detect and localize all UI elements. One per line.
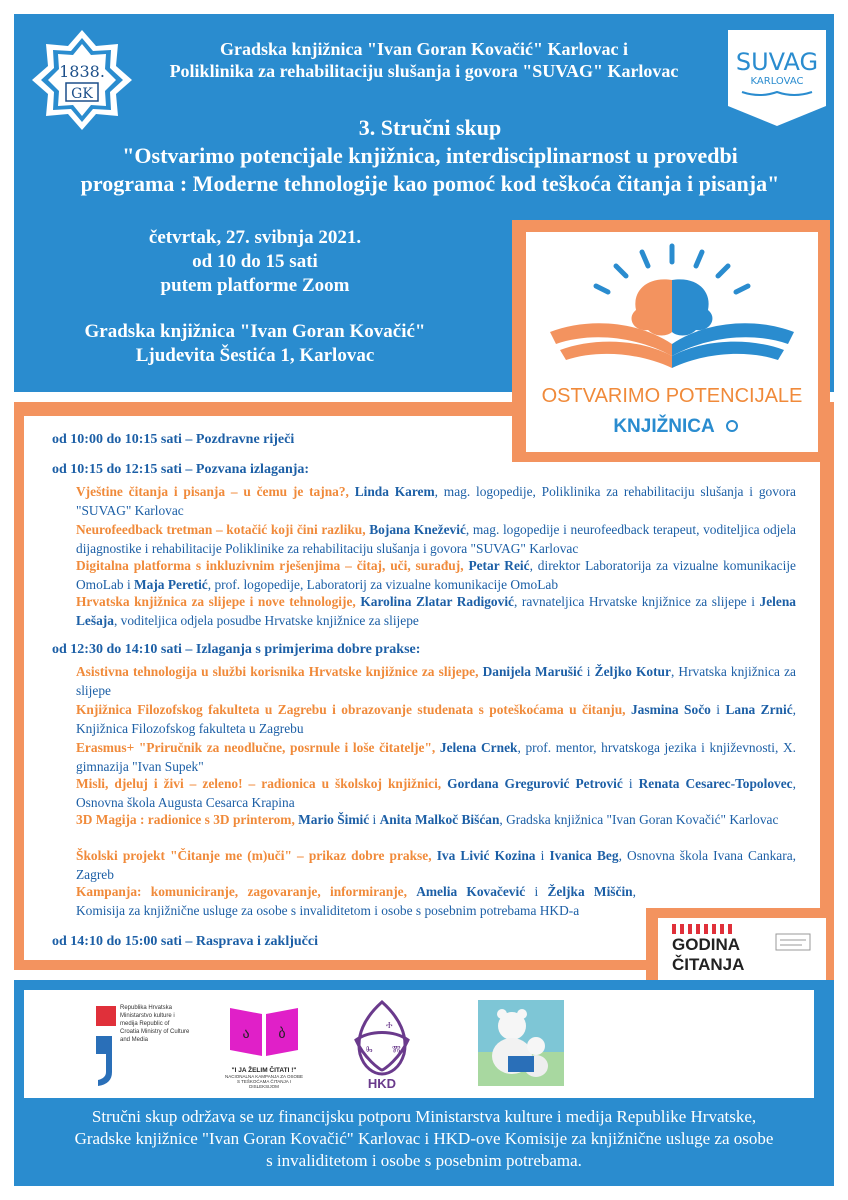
funding-note-line-3: s invaliditetom i osobe s posebnim potrebama. (266, 1151, 582, 1170)
talk-item: Asistivna tehnologija u službi korisnika Hrvatske knjižnice za slijepe, Danijela Marušić i Željko Kotur, Hrvatska knjižnica za slijepe (76, 664, 796, 698)
campaign-small-subtitle: NACIONALNA KAMPANJA ZA OSOBE S TEŠKOĆAMA ČITANJA I DISLEKSIJOM (225, 1074, 303, 1089)
event-platform: putem platforme Zoom (160, 275, 350, 296)
campaign-subtitle: KNJIŽNICA (613, 416, 715, 437)
campaign-title: OSTVARIMO POTENCIJALE (541, 385, 803, 407)
reading-bears-image (478, 1000, 564, 1086)
gk-year: 1838. (59, 62, 105, 81)
section-invited-talks: od 10:15 do 12:15 sati – Pozvana izlaganja: (52, 462, 310, 477)
i-ja-zelim-citati-logo (222, 998, 306, 1090)
suvag-city: KARLOVAC (750, 76, 804, 87)
talk-item: 3D Magija : radionice s 3D printerom, Mario Šimić i Anita Malkoč Bišćan, Gradska knjižnica "Ivan Goran Kovačić" Karlovac (76, 812, 779, 827)
hkd-label: HKD (367, 1076, 397, 1091)
section-good-practice: od 12:30 do 14:10 sati – Izlaganja s primjerima dobre prakse: (52, 642, 421, 657)
talk-item: Digitalna platforma s inkluzivnim rješenjima – čitaj, uči, surađuj, Petar Reić, direktor Laboratorija za vizualne komunikacije OmoLab i Maja Peretić, prof. logopedije, Laboratorij za vizualne komunikacije OmoLab (76, 558, 797, 592)
talk-item: Misli, djeluj i živi – zeleno! – radionica u školskoj knjižnici, Gordana Gregurović Petrović i Renata Cesarec-Topolovec, Osnovna škola Augusta Cesarca Krapina (76, 776, 796, 810)
venue-address: Ljudevita Šestića 1, Karlovac (135, 345, 375, 366)
ministry-logo (92, 1002, 192, 1088)
svg-text:ⰿ: ⰿ (392, 1043, 401, 1057)
gk-initials: GK (71, 86, 93, 102)
svg-text:ა: ა (242, 1026, 250, 1042)
organizer-line-1: Gradska knjižnica "Ivan Goran Kovačić" Karlovac i (220, 39, 628, 59)
event-number: 3. Stručni skup (358, 115, 502, 140)
reading-year-line-2: ČITANJA (672, 955, 745, 974)
event-date: četvrtak, 27. svibnja 2021. (148, 227, 362, 248)
svg-text:ⰸ: ⰸ (366, 1043, 373, 1057)
funding-note-line-2: Gradske knjižnice "Ivan Goran Kovačić" Karlovac i HKD-ove Komisije za knjižnične usluge za osobe (74, 1129, 774, 1148)
event-time: od 10 do 15 sati (192, 251, 318, 272)
talk-item: Školski projekt "Čitanje me (m)uči" – prikaz dobre prakse, Iva Livić Kozina i Ivanica Beg, Osnovna škola Ivana Cankara, Zagreb (76, 848, 796, 882)
suvag-name: SUVAG (735, 48, 819, 76)
star-icon (727, 421, 737, 431)
section-discussion: od 14:10 do 15:00 sati – Rasprava i zaključci (52, 934, 318, 949)
talk-item: Hrvatska knjižnica za slijepe i nove tehnologije, Karolina Zlatar Radigović, ravnateljica Hrvatske knjižnice za slijepe i Jelena Lešaja, voditeljica odjela posudbe Hrvatske knjižnice za slijepe (76, 594, 796, 628)
event-title-line-2: programa : Moderne tehnologije kao pomoć kod teškoća čitanja i pisanja" (80, 171, 780, 196)
event-title-line-1: "Ostvarimo potencijale knjižnica, interdisciplinarnost u provedbi (122, 143, 738, 168)
funding-note (30, 1106, 818, 1172)
section-welcome: od 10:00 do 10:15 sati – Pozdravne riječi (52, 432, 295, 447)
funding-note-line-1: Stručni skup održava se uz financijsku potporu Ministarstva kulture i medija Republike Hrvatske, (91, 1107, 757, 1126)
hkd-logo (344, 996, 420, 1092)
organizer-line-2: Poliklinika za rehabilitaciju slušanja i govora "SUVAG" Karlovac (169, 61, 679, 81)
svg-text:ბ: ბ (278, 1026, 286, 1042)
talk-item: Kampanja: komuniciranje, zagovaranje, informiranje, Amelia Kovačević i Željka Miščin, Komisija za knjižnične usluge za osobe s invaliditetom i osobe s posebnim potrebama HKD-a (76, 884, 636, 918)
talk-item: Knjižnica Filozofskog fakulteta u Zagrebu i obrazovanje studenata s poteškoćama u čitanju, Jasmina Sočo i Lana Zrnić, Knjižnica Filozofskog fakulteta u Zagrebu (76, 702, 796, 736)
talk-item: Erasmus+ "Priručnik za neodlučne, posrnule i loše čitatelje", Jelena Crnek, prof. mentor, hrvatskoga jezika i književnosti, X. gimnazija "Ivan Supek" (76, 740, 796, 774)
reading-year-line-1: GODINA (672, 935, 740, 954)
talk-item: Vještine čitanja i pisanja – u čemu je tajna?, Linda Karem, mag. logopedije, Poliklinika za rehabilitaciju slušanja i govora "SUVAG" Karlovac (76, 484, 797, 518)
svg-text:ⰰ: ⰰ (386, 1019, 393, 1033)
venue-name: Gradska knjižnica "Ivan Goran Kovačić" (84, 321, 426, 342)
campaign-small-title: "I JA ŽELIM ČITATI !" (231, 1067, 297, 1074)
suvag-logo (726, 28, 828, 128)
campaign-logo (526, 232, 818, 452)
talk-item: Neurofeedback tretman – kotačić koji čini razliku, Bojana Knežević, mag. logopedije i neurofeedback terapeut, voditeljica odjela dijagnostike i rehabilitacije Poliklinike za rehabilitaciju slušanja i govora "SUVAG" Karlovac (76, 522, 796, 556)
ministry-text: Republika Hrvatska Ministarstvo kulture i medija Republic of Croatia Ministry of Culture and Media (120, 1005, 190, 1043)
